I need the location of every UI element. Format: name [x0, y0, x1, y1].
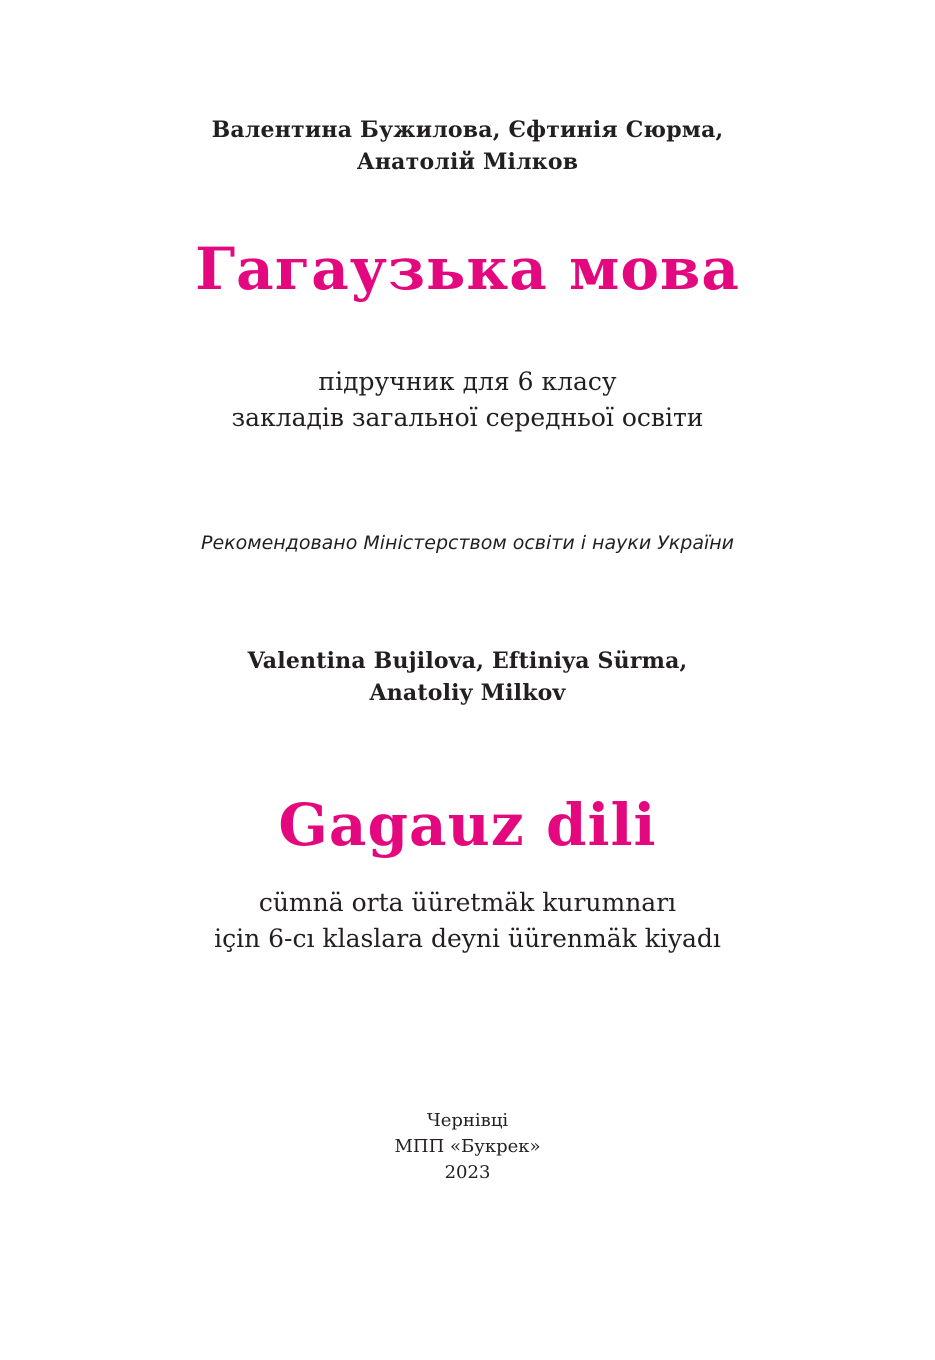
ukrainian-authors-line-2: Анатолій Мілков	[356, 149, 579, 175]
ukrainian-title: Гагаузька мова	[195, 235, 740, 303]
imprint-publisher: МПП «Букрек»	[394, 1136, 541, 1157]
gagauz-authors	[0, 645, 935, 709]
gagauz-subtitle-line-2: için 6-cı klaslara deyni üürenmäk kiyadı	[214, 924, 721, 953]
gagauz-subtitle-line-1: cümnä orta üüretmäk kurumnarı	[258, 888, 677, 917]
imprint	[0, 1108, 935, 1186]
ministry-recommendation: Рекомендовано Міністерством освіти і науки України	[200, 532, 735, 554]
ukrainian-authors-line-1: Валентина Бужилова, Єфтинія Сюрма,	[211, 117, 724, 143]
gagauz-subtitle	[0, 885, 935, 957]
gagauz-title: Gagauz dili	[278, 791, 657, 859]
ukrainian-subtitle-line-1: підручник для 6 класу	[318, 367, 617, 396]
imprint-city: Чернівці	[426, 1110, 509, 1131]
imprint-year: 2023	[444, 1162, 491, 1183]
gagauz-authors-line-2: Anatoliy Milkov	[369, 680, 566, 706]
ukrainian-authors	[0, 114, 935, 178]
ukrainian-subtitle-line-2: закладів загальної середньої освіти	[231, 403, 704, 432]
ukrainian-subtitle	[0, 364, 935, 436]
gagauz-authors-line-1: Valentina Bujilova, Eftiniya Sürma,	[247, 648, 688, 674]
